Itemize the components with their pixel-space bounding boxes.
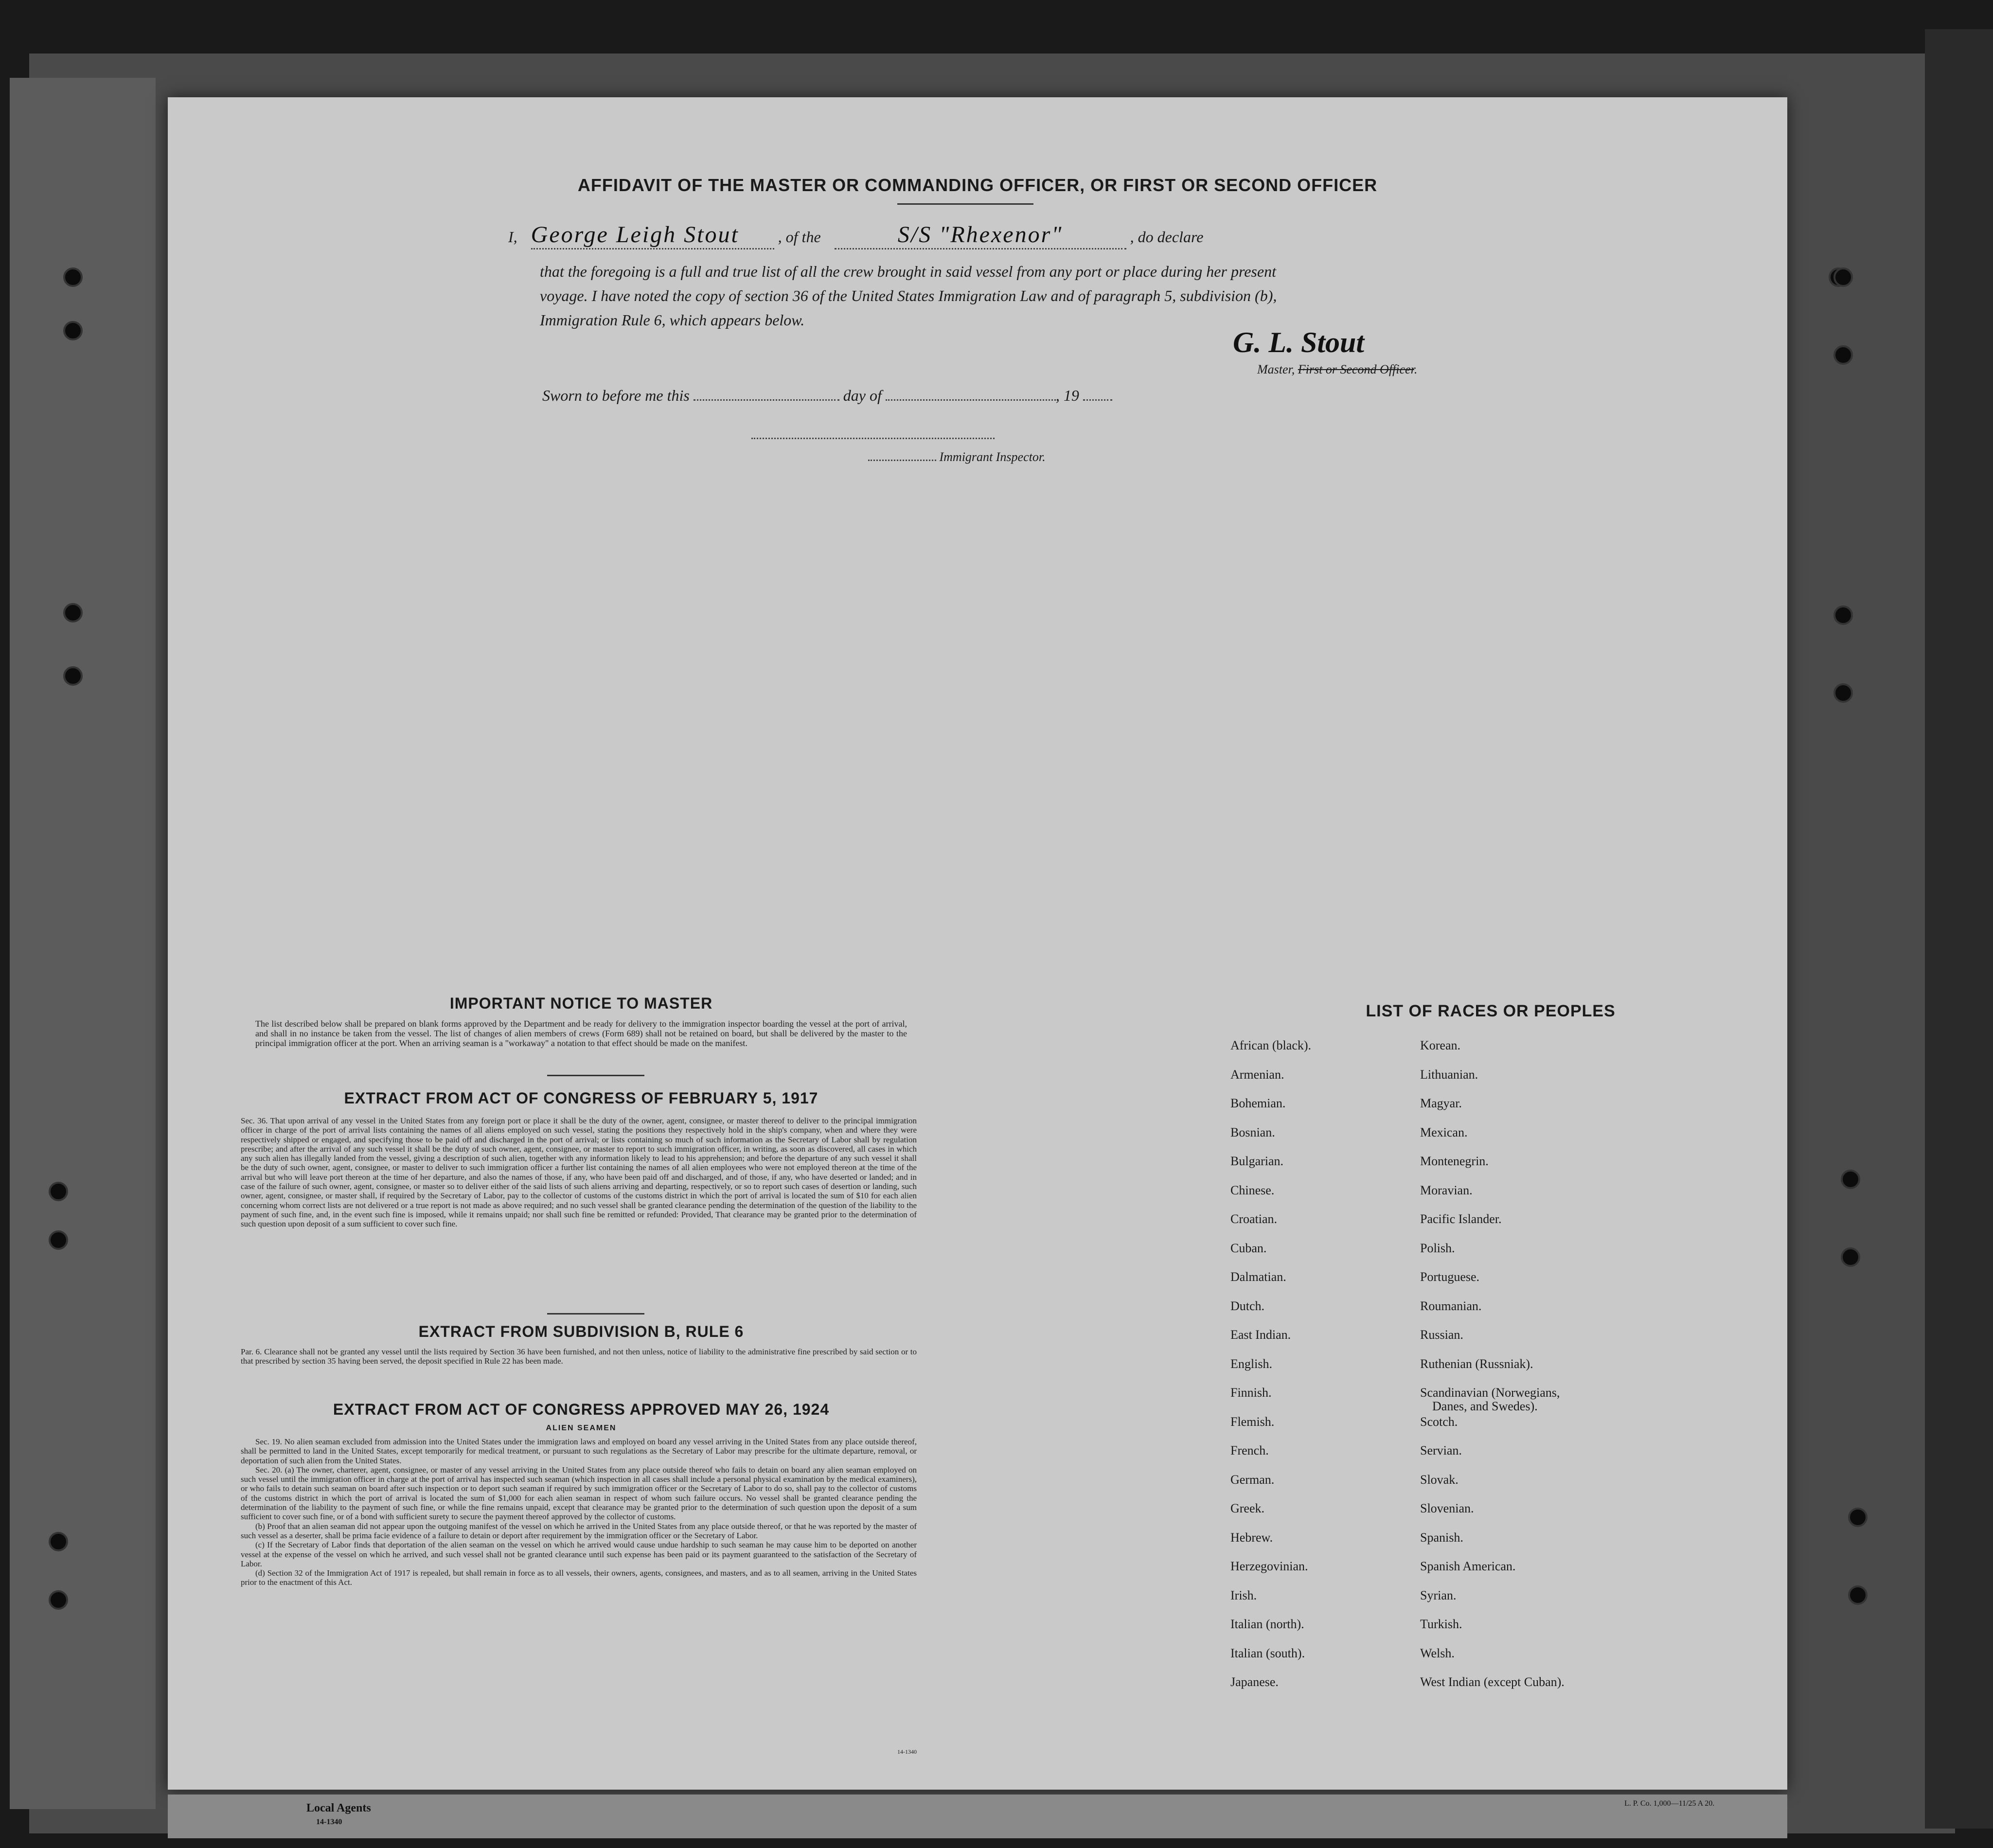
race-left-item: Armenian. [1230,1067,1284,1082]
extract-1917-title: EXTRACT FROM ACT OF CONGRESS OF FEBRUARY 5, 1917 [344,1089,819,1107]
race-right-item: Polish. [1420,1241,1455,1255]
race-right-item: Servian. [1420,1443,1462,1457]
binder-hole [1841,1170,1860,1189]
binder-hole [1833,683,1853,703]
race-right-item: Turkish. [1420,1617,1462,1631]
race-left-item: German. [1230,1472,1275,1487]
sworn-prefix: Sworn to before me this [542,387,690,404]
race-left-item: Irish. [1230,1588,1257,1602]
signer-title-master: Master, [1257,362,1295,376]
local-agents-code: 14-1340 [316,1818,342,1826]
affidavit-title: AFFIDAVIT OF THE MASTER OR COMMANDING OFFICER, OR FIRST OR SECOND OFFICER [577,175,1378,195]
signature-text: G. L. Stout [1233,326,1365,358]
race-right-item: Spanish American. [1420,1559,1516,1573]
race-right-item: Roumanian. [1420,1298,1482,1313]
race-left-item: Dutch. [1230,1298,1265,1313]
extract-1924-body [241,1437,917,1587]
race-left-item: Hebrew. [1230,1530,1273,1545]
signature [1233,326,1364,359]
race-right-item: Scotch. [1420,1414,1458,1429]
race-right-item: Moravian. [1420,1183,1473,1197]
document-page [168,97,1787,1790]
race-right-item: Magyar. [1420,1096,1462,1110]
sec-19: Sec. 19. No alien seaman excluded from admission into the United States under the immigration laws and employed on board any vessel arriving in the United States from any place outside thereof, shall be permitted to land in the United States, except temporarily for medical treatment, or pursuant to such regulations as the Secretary of Labor may prescribe for the ultimate departure, removal, or deportation of such alien from the United States. [241,1437,917,1465]
race-right-item: Danes, and Swedes). [1432,1399,1538,1413]
race-right-item: Portuguese. [1420,1270,1480,1284]
inspector-line [868,450,1046,464]
binder-hole [49,1182,68,1201]
race-right-item: Lithuanian. [1420,1067,1478,1082]
local-agents-label: Local Agents [306,1802,371,1814]
race-left-item: Flemish. [1230,1414,1275,1429]
binder-hole [1848,1508,1868,1527]
race-right-item: Mexican. [1420,1125,1468,1139]
scan-backing-right [1925,29,1993,1829]
sworn-line [542,387,1112,405]
race-left-item: Italian (south). [1230,1646,1305,1660]
sec-20d: (d) Section 32 of the Immigration Act of 1917 is repealed, but shall remain in force as to all vessels, their owners, agents, consignees, and masters, and as to all seamen, arriving in the United States prior to the enactment of this Act. [241,1568,917,1587]
race-left-item: Japanese. [1230,1675,1279,1689]
affidavit-line-2: that the foregoing is a full and true list of all the crew brought in said vessel from any port or place during her present [540,263,1276,280]
binder-hole [1833,605,1853,625]
race-right-item: Russian. [1420,1328,1463,1342]
do-declare-text: , do declare [1130,228,1204,246]
line-prefix: I, [508,228,517,246]
binder-hole [63,603,83,622]
officer-name: George Leigh Stout [531,222,739,248]
binder-hole [63,267,83,287]
extract-rule6-body: Par. 6. Clearance shall not be granted any vessel until the lists required by Section 36 have been furnished, and not then unless, notice of liability to the administrative fine prescribed by said section or to that prescribed by section 35 having been served, the deposit specified in Rule 22 has been made. [241,1347,917,1366]
binder-hole [1833,267,1853,287]
signer-title [1257,362,1417,377]
binder-hole [1841,1247,1860,1267]
extract-rule6-title: EXTRACT FROM SUBDIVISION B, RULE 6 [418,1323,744,1340]
print-code: L. P. Co. 1,000—11/25 A 20. [1624,1799,1715,1808]
race-left-item: Croatian. [1230,1212,1278,1226]
affidavit-line-3: voyage. I have noted the copy of section 36 of the United States Immigration Law and of paragraph 5, subdivision (b), [540,287,1277,304]
race-right-item: Slovenian. [1420,1501,1474,1515]
sec-20c: (c) If the Secretary of Labor finds that deportation of the alien seaman on the vessel on which he arrived would cause undue hardship to such seaman he may cause him to be deported on another vessel at the expense of the vessel on which he arrived, and such vessel shall not be granted clearance until such expense has been paid or its payment guaranteed to the satisfaction of the Secretary of Labor. [241,1540,917,1568]
vessel-name: S/S "Rhexenor" [897,222,1063,248]
race-left-item: Italian (north). [1230,1617,1304,1631]
race-right-item: Syrian. [1420,1588,1457,1602]
scan-backing-left [10,78,156,1809]
race-left-item: English. [1230,1356,1272,1371]
race-left-item: Bulgarian. [1230,1154,1284,1168]
binder-hole [49,1532,68,1551]
binder-hole [49,1230,68,1250]
extract-1917-body: Sec. 36. That upon arrival of any vessel in the United States from any foreign port or place it shall be the duty of the owner, agent, consignee, or master thereof to deliver to the principal immigration officer in charge of the port of arrival lists containing the names of all aliens employed on such vessel, stating the positions they respectively hold in the ship's company, when and where they were respectively shipped or engaged, and specifying those to be paid off and discharged in the port of arrival; or lists containing so much of such information as the Secretary of Labor shall by regulation prescribe; and after the arrival of any such vessel it shall be the duty of such owner, agent, consignee, or master to report to such immigration officer, in writing, as soon as discovered, all cases in which any such alien has illegally landed from the vessel, giving a description of such alien, together with any information likely to lead to his apprehension; and before the departure of any such vessel it shall be the duty of such owner, agent, consignee, or master to deliver to such immigration officer a further list containing the names of all alien employees who were not employed thereon at the time of the arrival but who will leave port thereon at the time of her departure, and also the names of those, if any, who have been paid off and discharged, and of those, if any, who have deserted or landed; and in case of the failure of such owner, agent, consignee, or master so to deliver either of the said lists of such aliens arriving and departing, respectively, or so to report such cases of desertion or landing, such owner, agent, consignee, or master shall, if required by the Secretary of Labor, pay to the collector of customs of the customs district in which the port of arrival is located the sum of $10 for each alien concerning whom correct lists are not delivered or a true report is not made as above required; and no such vessel shall be granted clearance pending the determination of the question of the liability to the payment of such fine, and, in the event such fine is imposed, while it remains unpaid; nor shall such fine be remitted or refunded: Provided, That clearance may be granted prior to the determination of such question upon deposit of a sum sufficient to cover such fine. [241,1116,917,1229]
title-rule [897,203,1033,205]
race-left-item: Chinese. [1230,1183,1275,1197]
race-left-item: Herzegovinian. [1230,1559,1308,1573]
inspector-signature-line [751,438,995,439]
binder-hole [63,666,83,686]
affidavit-line-4: Immigration Rule 6, which appears below. [540,311,805,329]
races-title: LIST OF RACES OR PEOPLES [1366,1002,1616,1020]
inspector-label: Immigrant Inspector. [939,450,1046,464]
race-right-item: Korean. [1420,1038,1461,1052]
race-right-item: Welsh. [1420,1646,1455,1660]
sec-20a: Sec. 20. (a) The owner, charterer, agent, consignee, or master of any vessel arriving in the United States from any place outside thereof who fails to detain on board any alien seaman employed on such vessel until the immigration officer in charge at the port of arrival has inspected such seaman (which inspection in all cases shall include a personal physical examination by the medical examiners), or who fails to detain such seaman on board after such inspection or to deport such seaman if required by such immigration officer or the Secretary of Labor to do so, shall pay to the collector of customs of the customs district in which the port of arrival is located the sum of $1,000 for each alien seaman in respect of whom such failure occurs. No vessel shall be granted clearance pending the determination of the liability to the payment of such fine, or while the fine remains unpaid, except that clearance may be granted prior to the determination of such question upon the deposit of a sum sufficient to cover such fine, or of a bond with sufficient surety to secure the payment thereof approved by the collector of customs. [241,1465,917,1522]
binder-hole [49,1590,68,1610]
race-left-item: Bohemian. [1230,1096,1286,1110]
race-left-item: French. [1230,1443,1269,1457]
extract-1924-title: EXTRACT FROM ACT OF CONGRESS APPROVED MAY 26, 1924 [333,1401,830,1418]
bottom-strip [168,1795,1787,1838]
race-left-item: Finnish. [1230,1386,1272,1400]
race-left-item: Bosnian. [1230,1125,1275,1139]
binder-hole [63,321,83,340]
race-left-item: African (black). [1230,1038,1312,1052]
sworn-day-label: day of [843,387,882,404]
race-left-item: East Indian. [1230,1328,1291,1342]
affidavit-line-1 [508,221,1203,249]
race-left-item: Dalmatian. [1230,1270,1286,1284]
race-right-item: Scandinavian (Norwegians, [1420,1386,1560,1400]
divider [547,1313,644,1315]
of-the-text: , of the [778,228,821,246]
sec-20b: (b) Proof that an alien seaman did not appear upon the outgoing manifest of the vessel on which he arrived in the United States from any place outside thereof, or that he was reported by the master of such vessel as a deserter, shall be prima facie evidence of a failure to detain or deport after requirement by the immigration officer or the Secretary of Labor. [241,1521,917,1540]
race-right-item: Spanish. [1420,1530,1463,1545]
signer-title-suffix: . [1414,362,1418,376]
race-right-item: Ruthenian (Russniak). [1420,1356,1533,1371]
extract-1924-subtitle: ALIEN SEAMEN [546,1424,617,1432]
race-right-item: Montenegrin. [1420,1154,1489,1168]
race-right-item: Slovak. [1420,1472,1459,1487]
form-code: 14-1340 [897,1748,917,1755]
signer-title-struck: First or Second Officer [1298,362,1414,376]
notice-body: The list described below shall be prepared on blank forms approved by the Department and be ready for delivery to the immigration inspector boarding the vessel at the port of arrival, and shall in no instance be taken from the vessel. The list of changes of alien members of crews (Form 689) shall not be retained on board, but shall be delivered by the master to the principal immigration officer at the port. When an arriving seaman is a "workaway" a notation to that effect should be made on the manifest. [255,1019,907,1048]
sworn-year-label: , 19 [1055,387,1079,404]
divider [547,1075,644,1076]
race-right-item: West Indian (except Cuban). [1420,1675,1565,1689]
race-right-item: Pacific Islander. [1420,1212,1502,1226]
race-left-item: Cuban. [1230,1241,1267,1255]
binder-hole [1848,1585,1868,1605]
race-left-item: Greek. [1230,1501,1265,1515]
binder-hole [1833,345,1853,365]
notice-title: IMPORTANT NOTICE TO MASTER [449,995,713,1012]
